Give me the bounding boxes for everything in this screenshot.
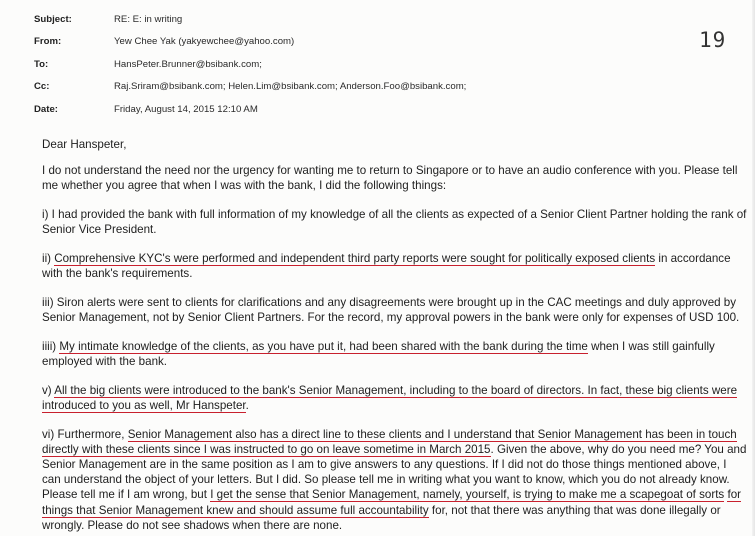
from-row xyxy=(34,31,466,54)
paragraph-i: i) I had provided the bank with full information of my knowledge of all the clients as expected of a Senior Client Partner holding the rank of Senior Vice President. xyxy=(42,208,747,237)
paragraph-vi-prefix: vi) Furthermore, xyxy=(42,427,128,441)
paragraph-v xyxy=(42,383,748,413)
from-label: From: xyxy=(34,36,62,48)
paragraph-vi-middle: . Given the above, why do you need me? You and Senior Management are in the same position as I am to give answers to any questions. If I did not do those things mentioned above, I can understand the object of your letters. But I did. So please tell me in writing what you want to know, which you do not already know. Please tell me if I am wrong, but xyxy=(42,442,747,502)
underlined-text: for things that Senior Management knew and should assume full accountability xyxy=(42,488,741,517)
date-row xyxy=(34,98,466,121)
subject-row xyxy=(34,8,466,31)
to-row xyxy=(34,53,466,76)
paragraph-v-rest: . xyxy=(245,398,249,412)
paragraph-ii xyxy=(42,251,748,281)
underlined-text: Senior Management also has a direct line to these clients and I understand that Senior Management has been in touch directly with these clients since I was instructed to go on leave sometime in March 2015 xyxy=(42,427,737,456)
date-value: Friday, August 14, 2015 12:10 AM xyxy=(114,103,258,115)
underlined-text: My intimate knowledge of the clients, as you have put it, had been shared with the bank during the time xyxy=(59,339,588,353)
paragraph-vi-rest: for, not that there was anything that was done illegally or wrongly. Please do not see shadows when there are none. xyxy=(42,503,721,532)
cc-value: Raj.Sriram@bsibank.com; Helen.Lim@bsibank.com; Anderson.Foo@bsibank.com; xyxy=(114,81,467,93)
paragraph-v-prefix: v) xyxy=(42,383,55,397)
page-number: 19 xyxy=(699,28,727,52)
to-value: HansPeter.Brunner@bsibank.com; xyxy=(114,58,262,70)
paragraph-vi xyxy=(42,427,748,533)
subject-value: RE: E: in writing xyxy=(114,13,183,25)
underlined-text: Comprehensive KYC's were performed and independent third party reports were sought for politically exposed clients xyxy=(54,252,656,266)
paragraph-iiii-prefix: iiii) xyxy=(42,339,60,353)
to-label: To: xyxy=(34,58,49,70)
paragraph-ii-rest: in accordance with the bank's requirements. xyxy=(42,252,731,281)
greeting: Dear Hanspeter, xyxy=(42,138,127,151)
date-label: Date: xyxy=(34,103,58,115)
email-header xyxy=(34,8,466,121)
underlined-text: All the big clients were introduced to the bank's Senior Management, including to the board of directors. In fact, these big clients were introduced to you as well, Mr Hanspeter xyxy=(42,383,738,412)
paragraph-iii: iii) Siron alerts were sent to clients for clarifications and any disagreements were brought up in the CAC meetings and duly approved by Senior Management, not by Senior Client Partners. For the record, my approval powers in the bank were only for expenses of USD 100. xyxy=(42,295,740,325)
email-body xyxy=(42,137,748,533)
cc-row xyxy=(34,76,466,99)
paragraph-iiii-rest: when I was still gainfully employed with the bank. xyxy=(42,339,715,369)
subject-label: Subject: xyxy=(34,13,72,25)
paragraph-ii-prefix: ii) xyxy=(42,252,55,266)
paragraph-iiii xyxy=(42,339,748,369)
underlined-text: I get the sense that Senior Management, namely, yourself, is trying to make me a scapegoat of sorts xyxy=(210,488,725,502)
from-value: Yew Chee Yak (yakyewchee@yahoo.com) xyxy=(114,36,295,48)
cc-label: Cc: xyxy=(34,81,50,93)
intro-paragraph: I do not understand the need nor the urgency for wanting me to return to Singapore or to have an audio conference with you. Please tell me whether you agree that when I was with the bank, I did the following things: xyxy=(42,164,738,193)
